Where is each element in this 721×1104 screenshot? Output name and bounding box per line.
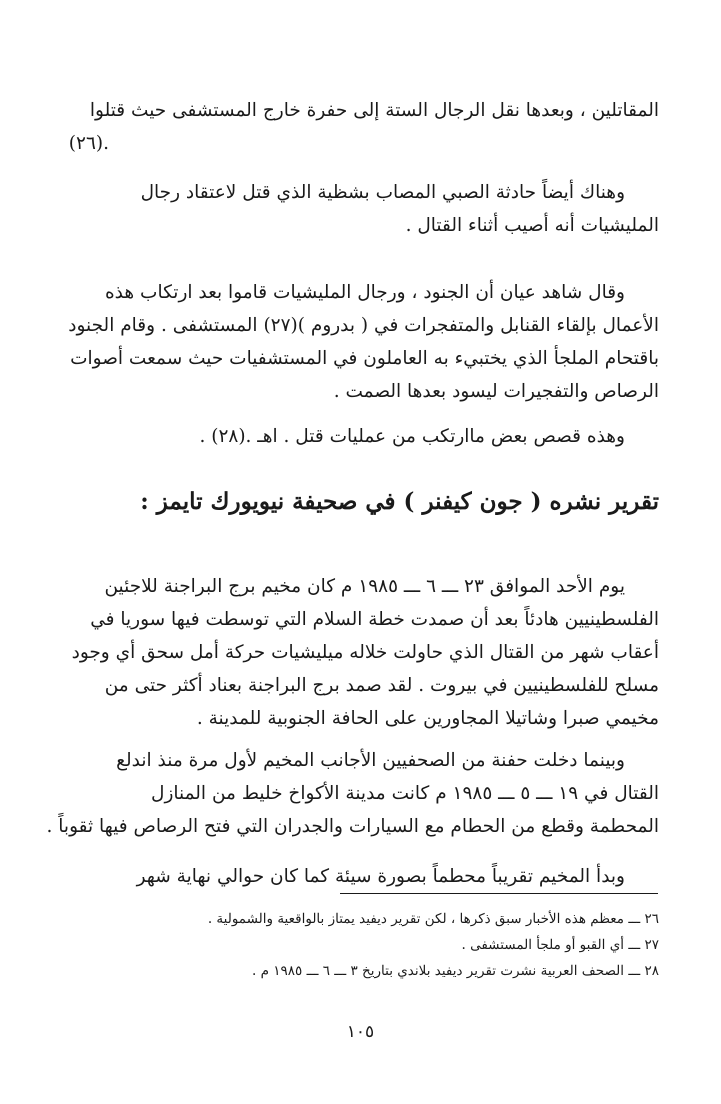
paragraph-summary xyxy=(63,420,659,453)
text-line: الأعمال بإلقاء القنابل والمتفجرات في ( بدروم )(٢٧) المستشفى . وقام الجنود xyxy=(68,315,659,336)
text-line: مخيمي صبرا وشاتيلا المجاورين على الحافة الجنوبية للمدينة . xyxy=(196,708,659,729)
paragraph-wounded-boy xyxy=(63,176,659,242)
text-line: المقاتلين ، وبعدها نقل الرجال الستة إلى حفرة خارج المستشفى حيث قتلوا xyxy=(89,100,659,121)
footnote-28: ٢٨ ـــ الصحف العربية نشرت تقرير ديفيد بلاندي بتاريخ ٣ ـــ ٦ ـــ ١٩٨٥ م . xyxy=(252,963,659,979)
paragraph-journalists-entry xyxy=(46,744,659,843)
text-line: الرصاص والتفجيرات ليسود بعدها الصمت . xyxy=(333,381,659,402)
text-line: وبينما دخلت حفنة من الصحفيين الأجانب المخيم لأول مرة منذ اندلع xyxy=(116,750,625,771)
footnote-divider xyxy=(340,893,658,894)
text-line: وقال شاهد عيان أن الجنود ، ورجال المليشيات قاموا بعد ارتكاب هذه xyxy=(104,282,625,303)
section-heading: تقرير نشره ( جون كيفنر ) في صحيفة نيويورك تايمز : xyxy=(140,488,659,515)
text-line: .(٢٦) xyxy=(68,133,109,154)
footnotes xyxy=(63,906,659,984)
text-line: أعقاب شهر من القتال الذي حاولت خلاله ميليشيات حركة أمل سحق أي وجود xyxy=(71,642,659,663)
text-line: وهذه قصص بعض ماارتكب من عمليات قتل . اهـ .(٢٨) . xyxy=(199,426,625,447)
text-line: المليشيات أنه أصيب أثناء القتال . xyxy=(405,215,659,236)
page-number: ١٠٥ xyxy=(346,1022,375,1042)
text-line: يوم الأحد الموافق ٢٣ ـــ ٦ ـــ ١٩٨٥ م كان مخيم برج البراجنة للاجئين xyxy=(104,576,625,597)
text-line: الفلسطينيين هادئاً بعد أن صمدت خطة السلام التي توسطت فيها سوريا في xyxy=(90,609,659,630)
text-line: مسلح للفلسطينيين في بيروت . لقد صمد برج البراجنة بعناد أكثر حتى من xyxy=(104,675,659,696)
paragraph-camp-state xyxy=(63,860,659,893)
paragraph-report-intro xyxy=(63,570,659,735)
paragraph-massacre-account xyxy=(63,94,659,160)
text-line: القتال في ١٩ ـــ ٥ ـــ ١٩٨٥ م كانت مدينة الأكواخ خليط من المنازل xyxy=(151,783,659,804)
text-line: باقتحام الملجأ الذي يختبيء به العاملون في المستشفيات حيث سمعت أصوات xyxy=(70,348,659,369)
text-line: المحطمة وقطع من الحطام مع السيارات والجدران التي فتح الرصاص فيها ثقوباً . xyxy=(46,816,659,837)
text-line: وبدأ المخيم تقريباً محطماً بصورة سيئة كما كان حوالي نهاية شهر xyxy=(136,866,625,887)
text-line: وهناك أيضاً حادثة الصبي المصاب بشظية الذي قتل لاعتقاد رجال xyxy=(140,182,625,203)
footnote-26: ٢٦ ـــ معظم هذه الأخبار سبق ذكرها ، لكن تقرير ديفيد يمتاز بالواقعية والشمولية . xyxy=(207,911,659,927)
footnote-27: ٢٧ ـــ أي القبو أو ملجأ المستشفى . xyxy=(461,937,659,953)
paragraph-eyewitness xyxy=(63,276,659,408)
